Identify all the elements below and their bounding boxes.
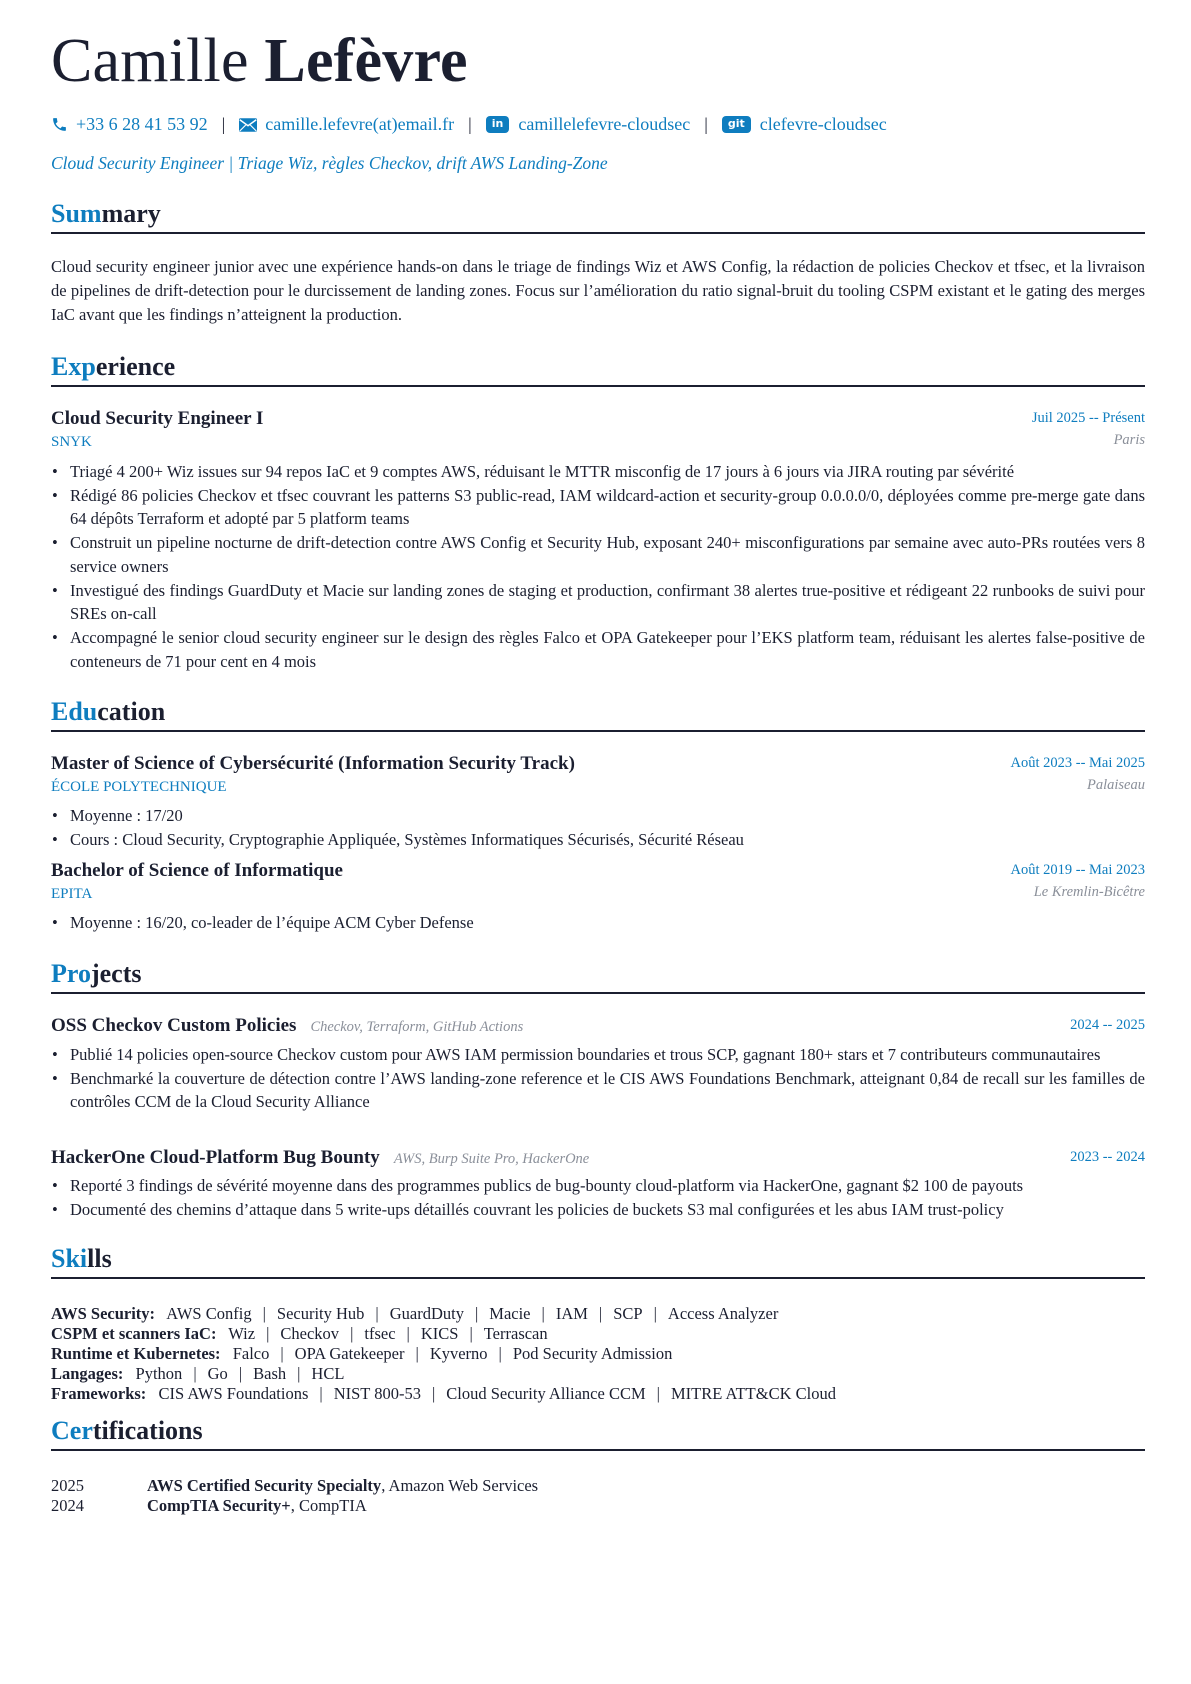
skill-item: tfsec bbox=[364, 1324, 396, 1343]
section-title bbox=[51, 1243, 1145, 1279]
section-title-accent: Cer bbox=[51, 1416, 93, 1445]
separator: | bbox=[704, 114, 708, 134]
job-location: Paris bbox=[1113, 432, 1145, 448]
section-title bbox=[51, 696, 1145, 732]
linkedin-contact[interactable] bbox=[486, 114, 691, 135]
skill-item: CIS AWS Foundations bbox=[158, 1384, 309, 1403]
project-date: 2023 -- 2024 bbox=[1070, 1149, 1145, 1165]
cert-text bbox=[147, 1476, 538, 1496]
job-title: Cloud Security Engineer I bbox=[51, 408, 264, 429]
summary-text: Cloud security engineer junior avec une expérience hands-on dans le triage de findings Wiz et AWS Config, la rédaction de policies Checkov et tfsec, et la livraison de pipelines de drift-detection pour le durcissement de landing zones. Focus sur l’amélioration du ratio signal-bruit du tooling CSPM existant et le gating des merges IaC avant que les findings n’atteignent la production. bbox=[51, 257, 1145, 324]
project-tech: Checkov, Terraform, GitHub Actions bbox=[310, 1019, 524, 1035]
linkedin-icon: in bbox=[486, 116, 510, 133]
project-tech: AWS, Burp Suite Pro, HackerOne bbox=[393, 1151, 590, 1167]
separator: | bbox=[415, 1344, 419, 1363]
school-location: Le Kremlin-Bicêtre bbox=[1033, 884, 1145, 900]
list-item: • Cours : Cloud Security, Cryptographie Appliquée, Systèmes Informatiques Sécurisés, Sécurité Réseau bbox=[51, 828, 1145, 852]
degree-date: Août 2023 -- Mai 2025 bbox=[1010, 755, 1145, 771]
project-title bbox=[51, 1147, 589, 1169]
cert-row bbox=[51, 1496, 1145, 1516]
contact-bar bbox=[51, 114, 887, 135]
skill-item: MITRE ATT&CK Cloud bbox=[670, 1384, 836, 1403]
list-item: • Publié 14 policies open-source Checkov custom pour AWS IAM permission boundaries et trous SCP, gagnant 180+ stars et 7 contributeurs communautaires bbox=[51, 1043, 1145, 1067]
list-item: • Triagé 4 200+ Wiz issues sur 94 repos IaC et 9 comptes AWS, réduisant le MTTR misconfig de 17 jours à 6 jours via JIRA routing par sévérité bbox=[51, 460, 1145, 484]
list-item: • Benchmarké la couverture de détection contre l’AWS landing-zone reference et le CIS AWS Foundations Benchmark, atteignant 0,84 de recall sur les familles de contrôles CCM de la Cloud Security Alliance bbox=[51, 1067, 1145, 1114]
skill-label: CSPM et scanners IaC: bbox=[51, 1324, 217, 1343]
separator: | bbox=[431, 1384, 436, 1403]
project-bullets bbox=[51, 1043, 1145, 1114]
certifications-section bbox=[51, 1415, 1145, 1451]
company-name: SNYK bbox=[51, 434, 92, 450]
first-name: Camille bbox=[51, 27, 249, 95]
skill-item: Python bbox=[135, 1364, 183, 1383]
separator: | bbox=[350, 1324, 354, 1343]
projects-section bbox=[51, 958, 1145, 994]
cert-text bbox=[147, 1496, 367, 1516]
git-icon: git bbox=[722, 116, 751, 133]
skill-item: Pod Security Admission bbox=[512, 1344, 673, 1363]
list-item: • Rédigé 86 policies Checkov et tfsec couvrant les patterns S3 public-read, IAM wildcard-action et security-group 0.0.0.0/0, déployées comme pre-merge gate dans 64 dépôts Terraform et adopté par 5 platform teams bbox=[51, 484, 1145, 531]
cert-issuer: , CompTIA bbox=[290, 1496, 367, 1515]
degree-title: Master of Science of Cybersécurité (Information Security Track) bbox=[51, 753, 575, 774]
phone-text: +33 6 28 41 53 92 bbox=[76, 114, 208, 134]
separator: | bbox=[468, 114, 472, 134]
degree-entry bbox=[51, 860, 1145, 884]
education-section bbox=[51, 696, 1145, 732]
separator: | bbox=[406, 1324, 410, 1343]
skill-item: OPA Gatekeeper bbox=[294, 1344, 405, 1363]
cert-name: AWS Certified Security Specialty bbox=[147, 1476, 382, 1495]
degree-title: Bachelor of Science of Informatique bbox=[51, 860, 343, 881]
separator: | bbox=[656, 1384, 660, 1403]
skill-item: Wiz bbox=[228, 1324, 256, 1343]
section-title bbox=[51, 351, 1145, 387]
separator: | bbox=[262, 1304, 266, 1323]
project-name: HackerOne Cloud-Platform Bug Bounty bbox=[51, 1147, 380, 1168]
list-item: • Moyenne : 16/20, co-leader de l’équipe ACM Cyber Defense bbox=[51, 911, 1145, 935]
skill-item: IAM bbox=[555, 1304, 588, 1323]
degree-entry bbox=[51, 753, 1145, 777]
project-title bbox=[51, 1015, 523, 1037]
school-name: ÉCOLE POLYTECHNIQUE bbox=[51, 779, 227, 795]
skill-row bbox=[51, 1324, 1145, 1344]
skill-row bbox=[51, 1304, 1145, 1324]
skill-label: AWS Security: bbox=[51, 1304, 156, 1323]
job-bullets bbox=[51, 460, 1145, 673]
linkedin-text: camillelefevre-cloudsec bbox=[518, 114, 691, 134]
separator: | bbox=[598, 1304, 603, 1323]
separator: | bbox=[193, 1364, 197, 1383]
list-item: • Moyenne : 17/20 bbox=[51, 804, 1145, 828]
phone-icon bbox=[51, 116, 68, 133]
skill-item: KICS bbox=[420, 1324, 459, 1343]
separator: | bbox=[498, 1344, 502, 1363]
email-text: camille.lefevre(at)email.fr bbox=[265, 114, 455, 134]
project-date: 2024 -- 2025 bbox=[1070, 1017, 1145, 1033]
skill-item: Macie bbox=[489, 1304, 531, 1323]
separator: | bbox=[474, 1304, 479, 1323]
separator: | bbox=[280, 1344, 284, 1363]
list-item: • Documenté des chemins d’attaque dans 5 write-ups détaillés couvrant les policies de buckets S3 mal configurées et les abus IAM trust-policy bbox=[51, 1198, 1145, 1222]
job-date: Juil 2025 -- Présent bbox=[1031, 410, 1145, 426]
skill-row bbox=[51, 1364, 1145, 1384]
section-title-rest: tifications bbox=[92, 1416, 203, 1445]
degree-bullets bbox=[51, 804, 1145, 851]
list-item: • Reporté 3 findings de sévérité moyenne dans des programmes publics de bug-bounty cloud-platform via HackerOne, gagnant $2 100 de payouts bbox=[51, 1174, 1145, 1198]
separator: | bbox=[469, 1324, 473, 1343]
section-title-accent: Edu bbox=[51, 697, 98, 726]
section-title-rest: lls bbox=[87, 1244, 112, 1273]
summary-section bbox=[51, 198, 1145, 234]
last-name: Lefèvre bbox=[264, 27, 468, 95]
project-name: OSS Checkov Custom Policies bbox=[51, 1015, 297, 1036]
experience-section bbox=[51, 351, 1145, 387]
skill-item: AWS Config bbox=[166, 1304, 252, 1323]
section-title-rest: jects bbox=[90, 959, 142, 988]
section-title bbox=[51, 198, 1145, 234]
list-item: • Accompagné le senior cloud security engineer sur le design des règles Falco et OPA Gatekeeper pour l’EKS platform team, réduisant les alertes false-positive de conteneurs de 71 pour cent en 4 mois bbox=[51, 626, 1145, 673]
cert-name: CompTIA Security+ bbox=[147, 1496, 291, 1515]
separator: | bbox=[541, 1304, 545, 1323]
skill-item: Access Analyzer bbox=[667, 1304, 779, 1323]
email-contact[interactable] bbox=[239, 114, 454, 135]
skills-list bbox=[51, 1304, 1145, 1404]
skill-item: NIST 800-53 bbox=[333, 1384, 421, 1403]
separator: | bbox=[653, 1304, 657, 1323]
separator: | bbox=[238, 1364, 243, 1383]
skill-label: Langages: bbox=[51, 1364, 124, 1383]
separator: | bbox=[375, 1304, 379, 1323]
skill-item: Cloud Security Alliance CCM bbox=[446, 1384, 646, 1403]
separator: | bbox=[221, 114, 226, 134]
cert-issuer: , Amazon Web Services bbox=[381, 1476, 539, 1495]
degree-date: Août 2019 -- Mai 2023 bbox=[1010, 862, 1145, 878]
envelope-icon bbox=[239, 118, 257, 132]
section-title bbox=[51, 1415, 1145, 1451]
skill-label: Runtime et Kubernetes: bbox=[51, 1344, 221, 1363]
section-title bbox=[51, 958, 1145, 994]
skill-item: HCL bbox=[311, 1364, 345, 1383]
project-entry bbox=[51, 1015, 1145, 1039]
section-title-accent: Pro bbox=[51, 959, 91, 988]
candidate-name bbox=[51, 27, 468, 95]
skill-item: Security Hub bbox=[276, 1304, 365, 1323]
job-entry bbox=[51, 408, 1145, 432]
skill-item: Checkov bbox=[280, 1324, 340, 1343]
cert-year: 2025 bbox=[51, 1476, 84, 1495]
separator: | bbox=[319, 1384, 323, 1403]
cert-row bbox=[51, 1476, 1145, 1496]
skill-item: Terrascan bbox=[483, 1324, 548, 1343]
degree-bullets bbox=[51, 911, 1145, 935]
tagline: Cloud Security Engineer | Triage Wiz, règles Checkov, drift AWS Landing-Zone bbox=[51, 153, 608, 173]
skills-section bbox=[51, 1243, 1145, 1279]
school-location: Palaiseau bbox=[1087, 777, 1145, 793]
phone-contact[interactable] bbox=[51, 114, 208, 135]
section-title-accent: Ski bbox=[51, 1244, 88, 1273]
section-title-rest: mary bbox=[101, 199, 161, 228]
skill-item: Go bbox=[207, 1364, 228, 1383]
git-text: clefevre-cloudsec bbox=[759, 114, 887, 134]
skill-item: GuardDuty bbox=[389, 1304, 464, 1323]
list-item: • Investigué des findings GuardDuty et Macie sur landing zones de staging et production, confirmant 38 alertes true-positive et rédigeant 22 runbooks de suivi pour SREs on-call bbox=[51, 579, 1145, 626]
section-title-rest: cation bbox=[97, 697, 166, 726]
certifications-list bbox=[51, 1476, 1145, 1516]
project-bullets bbox=[51, 1174, 1145, 1221]
cert-year: 2024 bbox=[51, 1496, 84, 1515]
separator: | bbox=[266, 1324, 270, 1343]
skill-item: Falco bbox=[232, 1344, 270, 1363]
separator: | bbox=[297, 1364, 301, 1383]
list-item: • Construit un pipeline nocturne de drift-detection contre AWS Config et Security Hub, exposant 240+ misconfigurations par semaine avec auto-PRs routées vers 8 service owners bbox=[51, 531, 1145, 578]
project-entry bbox=[51, 1147, 1145, 1171]
git-contact[interactable] bbox=[722, 114, 887, 135]
skill-row bbox=[51, 1344, 1145, 1364]
school-name: EPITA bbox=[51, 886, 93, 902]
skill-item: Bash bbox=[253, 1364, 287, 1383]
section-title-rest: erience bbox=[95, 352, 176, 381]
skill-item: SCP bbox=[613, 1304, 643, 1323]
skill-label: Frameworks: bbox=[51, 1384, 147, 1403]
skill-row bbox=[51, 1384, 1145, 1404]
skill-item: Kyverno bbox=[429, 1344, 488, 1363]
section-title-accent: Sum bbox=[51, 199, 102, 228]
section-title-accent: Exp bbox=[51, 352, 96, 381]
